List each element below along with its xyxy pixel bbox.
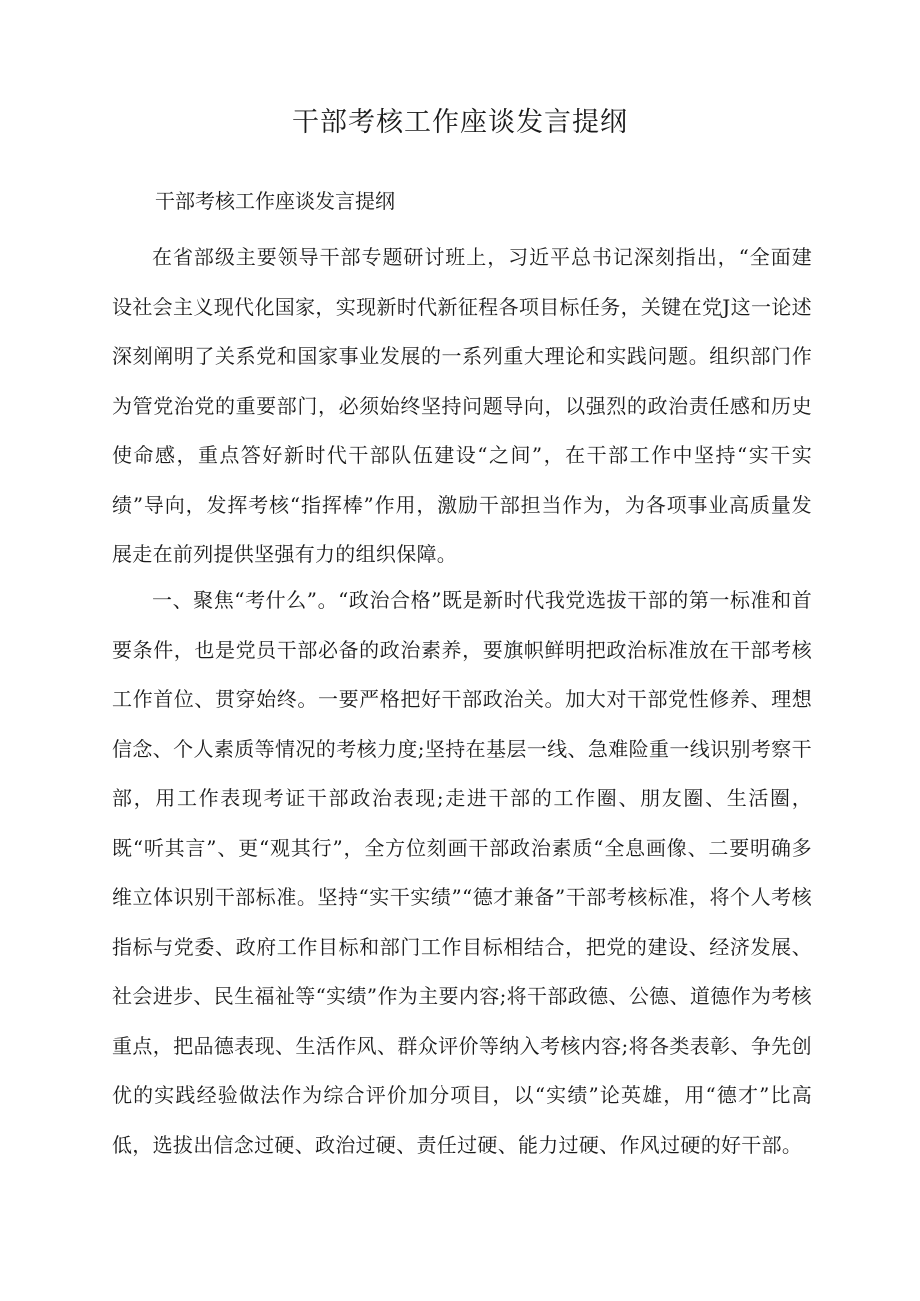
body-paragraph: 一、聚焦“考什么”。“政治合格”既是新时代我党选拔干部的第一标准和首要条件，也是党员干部必备的政治素养，要旗帜鲜明把政治标准放在干部考核工作首位、贯穿始终。一要严格把好干部政治关。加大对干部党性修养、理想信念、个人素质等情况的考核力度;坚持在基层一线、急难险重一线识别考察干部，用工作表现考证干部政治表现;走进干部的工作圈、朋友圈、生活圈，既“听其言”、更“观其行”，全方位刻画干部政治素质“全息画像、二要明确多维立体识别干部标准。坚持“实干实绩”“德才兼备”干部考核标准，将个人考核指标与党委、政府工作目标和部门工作目标相结合，把党的建设、经济发展、社会进步、民生福祉等“实绩”作为主要内容;将干部政德、公德、道德作为考核重点，把品德表现、生活作风、群众评价等纳入考核内容;将各类表彰、争先创优的实践经验做法作为综合评价加分项目，以“实绩”论英雄，用“德才”比高低，选拔出信念过硬、政治过硬、责任过硬、能力过硬、作风过硬的好干部。: [112, 588, 812, 1157]
document-title: 干部考核工作座谈发言提纲: [292, 107, 628, 138]
body-paragraph: 在省部级主要领导干部专题研讨班上，习近平总书记深刻指出，“全面建设社会主义现代化国家，实现新时代新征程各项目标任务，关键在党J这一论述深刻阐明了关系党和国家事业发展的一系列重大理论和实践问题。组织部门作为管党治党的重要部门，必须始终坚持问题导向，以强烈的政治责任感和历史使命感，重点答好新时代干部队伍建设“之间”，在干部工作中坚持“实干实绩”导向，发挥考核“指挥棒”作用，激励干部担当作为，为各项事业高质量发展走在前列提供坚强有力的组织保障。: [112, 245, 812, 566]
document-subtitle: 干部考核工作座谈发言提纲: [155, 189, 395, 213]
